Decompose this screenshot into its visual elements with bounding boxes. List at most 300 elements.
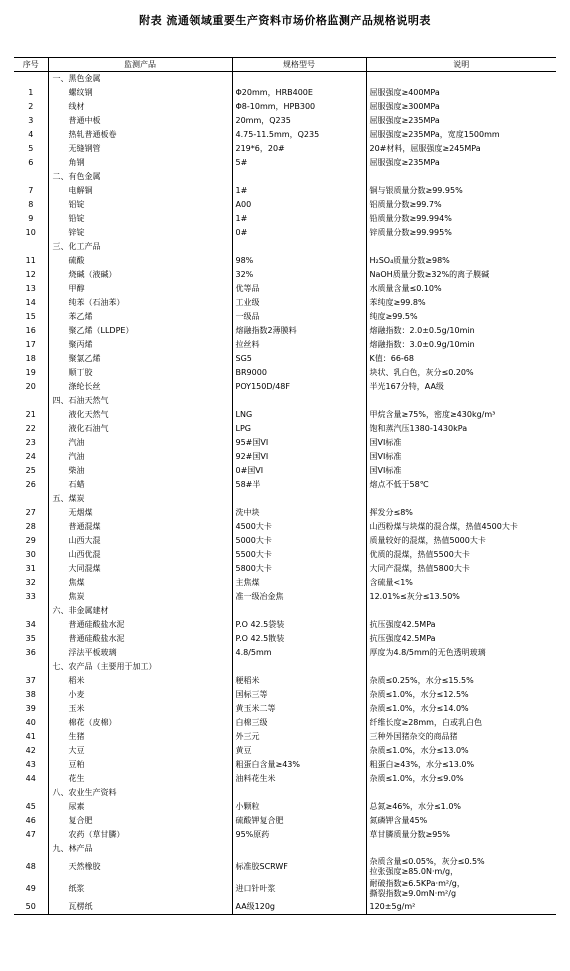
product-desc <box>366 590 556 604</box>
table-row <box>14 674 556 688</box>
table-row <box>14 464 556 478</box>
product-desc <box>366 436 556 450</box>
row-number: 33 <box>25 592 36 601</box>
product-desc <box>366 128 556 142</box>
desc-line: 国VI标准 <box>369 452 402 461</box>
row-number: 43 <box>25 760 36 769</box>
product-name: 浮法平板玻璃 <box>48 646 232 660</box>
row-number: 42 <box>25 746 36 755</box>
table-row <box>14 772 556 786</box>
desc-line: 120±5g/m² <box>369 902 416 911</box>
row-number: 16 <box>25 326 36 335</box>
desc-line: 锌质量分数≥99.995% <box>369 228 452 237</box>
category-name: 八、农业生产资料 <box>48 786 232 800</box>
product-desc <box>366 338 556 352</box>
desc-line: 优质的混煤，热值5500大卡 <box>369 550 470 559</box>
product-spec: 4.8/5mm <box>232 646 366 660</box>
product-desc <box>366 268 556 282</box>
product-desc <box>366 310 556 324</box>
row-number: 2 <box>28 102 34 111</box>
row-number: 50 <box>14 900 48 915</box>
product-name: 角钢 <box>48 156 232 170</box>
row-number: 13 <box>25 284 36 293</box>
product-name: 液化石油气 <box>48 422 232 436</box>
table-row <box>14 156 556 170</box>
row-number: 44 <box>25 774 36 783</box>
row-number: 49 <box>25 884 36 893</box>
desc-line: 粗蛋白≥43%，水分≤13.0% <box>369 760 475 769</box>
desc-line: 抗压强度42.5MPa <box>369 634 436 643</box>
desc-line: 杂质≤1.0%，水分≤13.0% <box>369 746 469 755</box>
product-spec: SG5 <box>232 352 366 366</box>
row-number: 28 <box>25 522 36 531</box>
product-spec: 粳稻米 <box>232 674 366 688</box>
desc-line: 大同产混煤，热值5800大卡 <box>369 564 470 573</box>
row-number: 30 <box>25 550 36 559</box>
desc-line: 山西粉煤与块煤的混合煤，热值4500大卡 <box>369 522 518 531</box>
table-row <box>14 310 556 324</box>
row-number: 45 <box>25 802 36 811</box>
desc-line: 撕裂指数≥9.0mN·m²/g <box>369 889 457 898</box>
table-row <box>14 562 556 576</box>
product-name: 普通硅酸盐水泥 <box>48 632 232 646</box>
table-row <box>14 282 556 296</box>
desc-line: 苯纯度≥99.8% <box>369 298 426 307</box>
product-desc <box>366 156 556 170</box>
row-number: 22 <box>25 424 36 433</box>
row-number: 15 <box>25 312 36 321</box>
spec-table <box>14 57 556 915</box>
product-spec: 4500大卡 <box>232 520 366 534</box>
product-name: 纯苯（石油苯） <box>48 296 232 310</box>
table-row <box>14 352 556 366</box>
row-desc <box>366 660 556 674</box>
table-row <box>14 900 556 915</box>
product-spec: BR9000 <box>232 366 366 380</box>
category-row <box>14 170 556 184</box>
product-desc <box>366 900 556 915</box>
row-number: 12 <box>25 270 36 279</box>
row-spec <box>232 604 366 618</box>
product-desc <box>366 422 556 436</box>
product-desc <box>366 408 556 422</box>
row-number: 5 <box>28 144 34 153</box>
desc-line: 12.01%≤灰分≤13.50% <box>369 592 460 601</box>
table-row <box>14 828 556 842</box>
product-spec: Φ8-10mm，HPB300 <box>232 100 366 114</box>
product-name: 无缝钢管 <box>48 142 232 156</box>
product-name: 纸浆 <box>48 878 232 900</box>
product-name: 棉花（皮棉） <box>48 716 232 730</box>
product-spec: 4.75-11.5mm，Q235 <box>232 128 366 142</box>
product-spec: AA级120g <box>232 900 366 915</box>
product-desc <box>366 184 556 198</box>
row-desc <box>366 72 556 87</box>
row-desc <box>366 604 556 618</box>
product-desc <box>366 506 556 520</box>
row-number: 10 <box>25 228 36 237</box>
desc-line: 耐破指数≥6.5KPa·m²/g， <box>369 879 465 888</box>
product-desc <box>366 226 556 240</box>
row-number: 21 <box>25 410 36 419</box>
product-name: 电解铜 <box>48 184 232 198</box>
product-spec: 白棉三级 <box>232 716 366 730</box>
product-name: 焦炭 <box>48 590 232 604</box>
row-spec <box>232 786 366 800</box>
product-spec: 进口针叶浆 <box>232 878 366 900</box>
product-name: 普通中板 <box>48 114 232 128</box>
product-spec: POY150D/48F <box>232 380 366 394</box>
product-desc <box>366 856 556 878</box>
table-row <box>14 198 556 212</box>
header-no: 序号 <box>14 58 48 72</box>
category-row <box>14 842 556 856</box>
table-row <box>14 702 556 716</box>
product-name: 无烟煤 <box>48 506 232 520</box>
product-desc <box>366 534 556 548</box>
row-number: 7 <box>28 186 34 195</box>
category-row <box>14 604 556 618</box>
product-spec: 熔融指数2薄膜料 <box>232 324 366 338</box>
row-number: 47 <box>25 830 36 839</box>
row-spec <box>232 72 366 87</box>
product-spec: 92#国VI <box>232 450 366 464</box>
category-row <box>14 660 556 674</box>
category-row <box>14 786 556 800</box>
product-desc <box>366 828 556 842</box>
header-desc: 说明 <box>366 58 556 72</box>
desc-line: 熔融指数：3.0±0.9g/10min <box>369 340 475 349</box>
desc-line: K值：66-68 <box>369 354 414 363</box>
product-desc <box>366 688 556 702</box>
desc-line: 三种外国猪杂交的商品猪 <box>369 732 458 741</box>
table-row <box>14 86 556 100</box>
product-desc <box>366 142 556 156</box>
desc-line: 屈服强度≥235MPa <box>369 158 440 167</box>
product-spec: 一级品 <box>232 310 366 324</box>
table-row <box>14 212 556 226</box>
table-row <box>14 878 556 900</box>
row-desc <box>366 170 556 184</box>
row-number <box>14 786 48 800</box>
product-name: 硫酸 <box>48 254 232 268</box>
product-spec: LNG <box>232 408 366 422</box>
category-row <box>14 394 556 408</box>
product-spec: 5800大卡 <box>232 562 366 576</box>
product-name: 烧碱（液碱） <box>48 268 232 282</box>
desc-line: 国VI标准 <box>369 438 402 447</box>
product-desc <box>366 212 556 226</box>
desc-line: 屈服强度≥235MPa <box>369 116 440 125</box>
desc-line: 厚度为4.8/5mm的无色透明玻璃 <box>369 648 486 657</box>
category-name: 二、有色金属 <box>48 170 232 184</box>
table-row <box>14 548 556 562</box>
product-desc <box>366 548 556 562</box>
product-spec: 98% <box>232 254 366 268</box>
product-spec: 32% <box>232 268 366 282</box>
row-desc <box>366 492 556 506</box>
row-number: 9 <box>28 214 34 223</box>
product-desc <box>366 380 556 394</box>
product-desc <box>366 758 556 772</box>
category-name: 四、石油天然气 <box>48 394 232 408</box>
product-name: 普通硅酸盐水泥 <box>48 618 232 632</box>
desc-line: 杂质≤1.0%，水分≤9.0% <box>369 774 464 783</box>
product-desc <box>366 282 556 296</box>
product-desc <box>366 114 556 128</box>
row-spec <box>232 842 366 856</box>
product-desc <box>366 296 556 310</box>
product-spec: 工业级 <box>232 296 366 310</box>
desc-line: H₂SO₄质量分数≥98% <box>369 256 450 265</box>
product-spec: 1# <box>232 212 366 226</box>
row-number: 36 <box>25 648 36 657</box>
desc-line: 铅质量分数≥99.994% <box>369 214 452 223</box>
desc-line: 铝质量分数≥99.7% <box>369 200 442 209</box>
row-number: 46 <box>25 816 36 825</box>
product-spec: 优等品 <box>232 282 366 296</box>
product-spec: 拉丝料 <box>232 338 366 352</box>
product-spec: 黄豆 <box>232 744 366 758</box>
row-number: 29 <box>25 536 36 545</box>
row-number: 18 <box>25 354 36 363</box>
product-desc <box>366 86 556 100</box>
product-name: 玉米 <box>48 702 232 716</box>
desc-line: 挥发分≤8% <box>369 508 413 517</box>
product-name: 焦煤 <box>48 576 232 590</box>
product-name: 苯乙烯 <box>48 310 232 324</box>
table-row <box>14 408 556 422</box>
row-number: 31 <box>25 564 36 573</box>
product-desc <box>366 464 556 478</box>
row-number <box>14 240 48 254</box>
product-name: 热轧普通板卷 <box>48 128 232 142</box>
product-desc <box>366 324 556 338</box>
desc-line: 块状、乳白色，灰分≤0.20% <box>369 368 474 377</box>
row-number: 48 <box>25 862 36 871</box>
product-desc <box>366 450 556 464</box>
product-spec: 准一级冶金焦 <box>232 590 366 604</box>
product-spec: 黄玉米二等 <box>232 702 366 716</box>
product-desc <box>366 744 556 758</box>
row-number: 19 <box>25 368 36 377</box>
row-number: 41 <box>25 732 36 741</box>
row-number: 11 <box>25 256 36 265</box>
table-row <box>14 590 556 604</box>
table-row <box>14 184 556 198</box>
row-number: 35 <box>25 634 36 643</box>
table-row <box>14 114 556 128</box>
row-number: 37 <box>25 676 36 685</box>
table-row <box>14 366 556 380</box>
desc-line: 氮磷钾含量45% <box>369 816 428 825</box>
product-name: 稻米 <box>48 674 232 688</box>
table-row <box>14 534 556 548</box>
category-name: 六、非金属建材 <box>48 604 232 618</box>
row-number: 20 <box>25 382 36 391</box>
desc-line: 杂质含量≤0.05%，灰分≤0.5% <box>369 857 485 866</box>
row-number <box>14 394 48 408</box>
table-row <box>14 856 556 878</box>
product-name: 锌锭 <box>48 226 232 240</box>
header-product: 监测产品 <box>48 58 232 72</box>
product-desc <box>366 800 556 814</box>
row-spec <box>232 394 366 408</box>
table-row <box>14 226 556 240</box>
table-row <box>14 450 556 464</box>
product-desc <box>366 730 556 744</box>
product-name: 普通混煤 <box>48 520 232 534</box>
row-desc <box>366 786 556 800</box>
table-row <box>14 506 556 520</box>
row-spec <box>232 240 366 254</box>
product-spec: A00 <box>232 198 366 212</box>
product-name: 山西优混 <box>48 548 232 562</box>
table-row <box>14 380 556 394</box>
product-name: 液化天然气 <box>48 408 232 422</box>
table-row <box>14 730 556 744</box>
product-name: 生猪 <box>48 730 232 744</box>
row-number: 24 <box>25 452 36 461</box>
page-title: 附表 流通领域重要生产资料市场价格监测产品规格说明表 <box>139 14 431 27</box>
row-desc <box>366 240 556 254</box>
product-desc <box>366 878 556 900</box>
row-number: 39 <box>25 704 36 713</box>
product-name: 聚氯乙烯 <box>48 352 232 366</box>
desc-line: 屈服强度≥235MPa，宽度1500mm <box>369 130 500 139</box>
product-desc <box>366 646 556 660</box>
table-body <box>14 72 556 915</box>
product-name: 花生 <box>48 772 232 786</box>
category-row <box>14 240 556 254</box>
desc-line: 水质量含量≤0.10% <box>369 284 442 293</box>
category-name: 七、农产品（主要用于加工） <box>48 660 232 674</box>
desc-line: 国VI标准 <box>369 466 402 475</box>
desc-line: 质量较好的混煤，热值5000大卡 <box>369 536 486 545</box>
table-row <box>14 576 556 590</box>
row-desc <box>366 842 556 856</box>
product-name: 汽油 <box>48 450 232 464</box>
product-spec: 主焦煤 <box>232 576 366 590</box>
product-desc <box>366 254 556 268</box>
product-spec: 1# <box>232 184 366 198</box>
product-name: 农药（草甘膦） <box>48 828 232 842</box>
desc-line: 纯度≥99.5% <box>369 312 418 321</box>
product-spec: P.O 42.5散装 <box>232 632 366 646</box>
table-row <box>14 618 556 632</box>
product-spec: 95%原药 <box>232 828 366 842</box>
desc-line: 总氮≥46%，水分≤1.0% <box>369 802 462 811</box>
product-name: 石蜡 <box>48 478 232 492</box>
product-spec: 20mm，Q235 <box>232 114 366 128</box>
table-row <box>14 100 556 114</box>
product-desc <box>366 632 556 646</box>
row-number: 27 <box>25 508 36 517</box>
product-spec: 0#国VI <box>232 464 366 478</box>
table-row <box>14 758 556 772</box>
product-name: 柴油 <box>48 464 232 478</box>
product-desc <box>366 100 556 114</box>
product-spec: 硫酸钾复合肥 <box>232 814 366 828</box>
row-number: 3 <box>28 116 34 125</box>
product-spec: 95#国VI <box>232 436 366 450</box>
product-name: 天然橡胶 <box>48 856 232 878</box>
product-name: 铅锭 <box>48 212 232 226</box>
desc-line: 含硫量<1% <box>369 578 413 587</box>
product-spec: 5# <box>232 156 366 170</box>
desc-line: 熔融指数：2.0±0.5g/10min <box>369 326 475 335</box>
product-desc <box>366 814 556 828</box>
table-row <box>14 814 556 828</box>
product-name: 线材 <box>48 100 232 114</box>
row-number: 26 <box>25 480 36 489</box>
desc-line: 半光167分特，AA级 <box>369 382 444 391</box>
product-spec: 标准胶SCRWF <box>232 856 366 878</box>
product-desc <box>366 716 556 730</box>
product-name: 聚乙烯（LLDPE） <box>48 324 232 338</box>
row-number: 4 <box>28 130 34 139</box>
desc-line: 铜与银质量分数≥99.95% <box>369 186 463 195</box>
desc-line: 20#材料，屈服强度≥245MPa <box>369 144 481 153</box>
table-row <box>14 800 556 814</box>
table-row <box>14 744 556 758</box>
row-number: 8 <box>28 200 34 209</box>
product-spec: 58#半 <box>232 478 366 492</box>
table-row <box>14 296 556 310</box>
product-spec: 洗中块 <box>232 506 366 520</box>
category-name: 一、黑色金属 <box>48 72 232 87</box>
desc-line: 杂质≤1.0%，水分≤12.5% <box>369 690 469 699</box>
table-row <box>14 268 556 282</box>
row-number: 23 <box>25 438 36 447</box>
product-name: 汽油 <box>48 436 232 450</box>
product-spec: 小颗粒 <box>232 800 366 814</box>
product-name: 甲醇 <box>48 282 232 296</box>
row-number <box>14 604 48 618</box>
product-spec: Φ20mm，HRB400E <box>232 86 366 100</box>
product-name: 涤纶长丝 <box>48 380 232 394</box>
row-number: 17 <box>25 340 36 349</box>
desc-line: 抗压强度42.5MPa <box>369 620 436 629</box>
desc-line: 熔点不低于58℃ <box>369 480 429 489</box>
desc-line: 纤维长度≥28mm，白或乳白色 <box>369 718 482 727</box>
product-spec: 219*6，20# <box>232 142 366 156</box>
row-number <box>14 660 48 674</box>
product-name: 大同混煤 <box>48 562 232 576</box>
product-spec: 5000大卡 <box>232 534 366 548</box>
table-row <box>14 324 556 338</box>
row-number: 32 <box>25 578 36 587</box>
product-name: 铝锭 <box>48 198 232 212</box>
table-row <box>14 338 556 352</box>
category-name: 三、化工产品 <box>48 240 232 254</box>
header-spec: 规格型号 <box>232 58 366 72</box>
category-row <box>14 72 556 87</box>
row-number: 34 <box>25 620 36 629</box>
row-number: 25 <box>25 466 36 475</box>
product-desc <box>366 366 556 380</box>
product-name: 山西大混 <box>48 534 232 548</box>
product-desc <box>366 772 556 786</box>
row-number: 38 <box>25 690 36 699</box>
product-name: 螺纹钢 <box>48 86 232 100</box>
desc-line: 屈服强度≥400MPa <box>369 88 440 97</box>
row-number: 1 <box>28 88 34 97</box>
table-row <box>14 632 556 646</box>
category-name: 五、煤炭 <box>48 492 232 506</box>
desc-line: 甲烷含量≥75%，密度≥430kg/m³ <box>369 410 496 419</box>
product-name: 小麦 <box>48 688 232 702</box>
